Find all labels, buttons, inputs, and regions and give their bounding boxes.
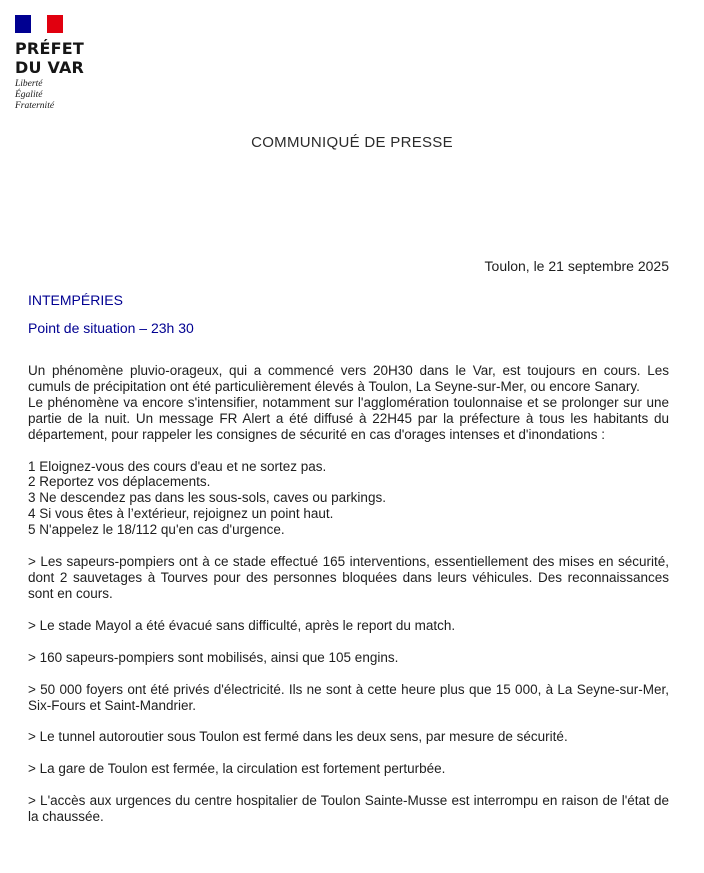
flag-white-stripe [31,15,47,33]
flag-red-stripe [47,15,63,33]
motto-fraternite: Fraternité [15,101,55,111]
list-item: 5 N'appelez le 18/112 qu'en cas d'urgence. [28,522,285,538]
prefecture-logo [15,15,135,112]
motto-liberte: Liberté [15,79,43,89]
situation-point: > 50 000 foyers ont été privés d'électricité. Ils ne sont à cette heure plus que 15 000, à La Seyne-sur-Mer, Six-Fours et Saint-Mandrier. [28,681,669,713]
press-release-heading: COMMUNIQUÉ DE PRESSE [251,134,453,151]
situation-point: > La gare de Toulon est fermée, la circulation est fortement perturbée. [28,761,446,777]
intro-paragraph-2: Le phénomène va encore s'intensifier, notamment sur l'agglomération toulonnaise et se prolonger sur une partie de la nuit. Un message FR Alert a été diffusé à 22H45 par la préfecture à tous les habitants du département, pour rappeler les consignes de sécurité en cas d'orages intenses et d'inondations : [28,394,669,442]
list-item: 2 Reportez vos déplacements. [28,474,211,490]
release-date: Toulon, le 21 septembre 2025 [484,258,669,274]
intro-paragraph-1: Un phénomène pluvio-orageux, qui a commencé vers 20H30 dans le Var, est toujours en cours. Les cumuls de précipitation ont été particulièrement élevés à Toulon, La Seyne-sur-Mer, ou encore Sanary. [28,363,669,394]
prefet-title [15,39,135,77]
prefet-line-2: DU VAR [15,58,85,77]
list-item: 4 Si vous êtes à l’extérieur, rejoignez un point haut. [28,506,334,522]
list-item: 3 Ne descendez pas dans les sous-sols, caves ou parkings. [28,490,386,506]
marianne-flag-icon [15,15,63,33]
situation-point: > 160 sapeurs-pompiers sont mobilisés, ainsi que 105 engins. [28,649,399,665]
situation-point: > L'accès aux urgences du centre hospitalier de Toulon Sainte-Musse est interrompu en raison de l'état de la chaussée. [28,793,669,825]
situation-point: > Le stade Mayol a été évacué sans difficulté, après le report du match. [28,617,456,633]
situation-point: > Les sapeurs-pompiers ont à ce stade effectué 165 interventions, essentiellement des mises en sécurité, dont 2 sauvetages à Tourves pour des personnes bloquées dans leurs véhicules. Des reconnaissances sont en cours. [28,554,669,601]
list-item: 1 Eloignez-vous des cours d'eau et ne sortez pas. [28,458,327,474]
flag-blue-stripe [15,15,31,33]
safety-instructions-list [28,459,669,539]
republic-motto [15,79,135,112]
topic-title: INTEMPÉRIES [28,292,123,308]
subtopic-title: Point de situation – 23h 30 [28,320,194,336]
release-body [28,363,669,825]
situation-point: > Le tunnel autoroutier sous Toulon est fermé dans les deux sens, par mesure de sécurité. [28,729,568,745]
prefet-line-1: PRÉFET [15,39,84,58]
motto-egalite: Égalité [15,90,43,100]
